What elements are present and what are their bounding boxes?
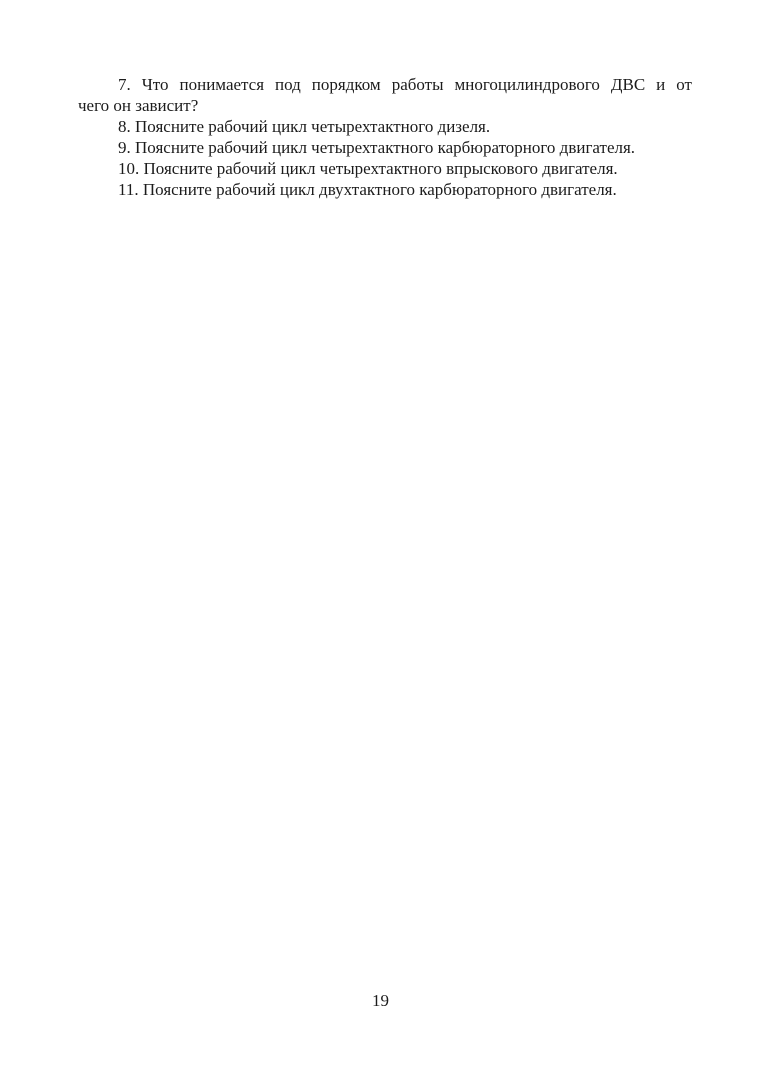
question-11	[78, 179, 692, 200]
question-9-line-1: 9. Поясните рабочий цикл четырехтактного карбюраторного двигателя.	[118, 138, 636, 157]
page-number: 19	[372, 991, 389, 1010]
question-9	[78, 137, 692, 158]
question-11-line-1: 11. Поясните рабочий цикл двухтактного карбюраторного двигателя.	[118, 180, 617, 199]
questions-list	[78, 74, 692, 200]
question-10-line-1: 10. Поясните рабочий цикл четырехтактного впрыскового двигателя.	[118, 159, 618, 178]
question-7	[78, 74, 692, 116]
question-8-line-1: 8. Поясните рабочий цикл четырехтактного дизеля.	[118, 117, 491, 136]
question-8	[78, 116, 692, 137]
question-10	[78, 158, 692, 179]
question-7-line-1: 7. Что понимается под порядком работы многоцилиндрового ДВС и от	[118, 75, 692, 94]
question-7-line-2: чего он зависит?	[78, 96, 199, 115]
